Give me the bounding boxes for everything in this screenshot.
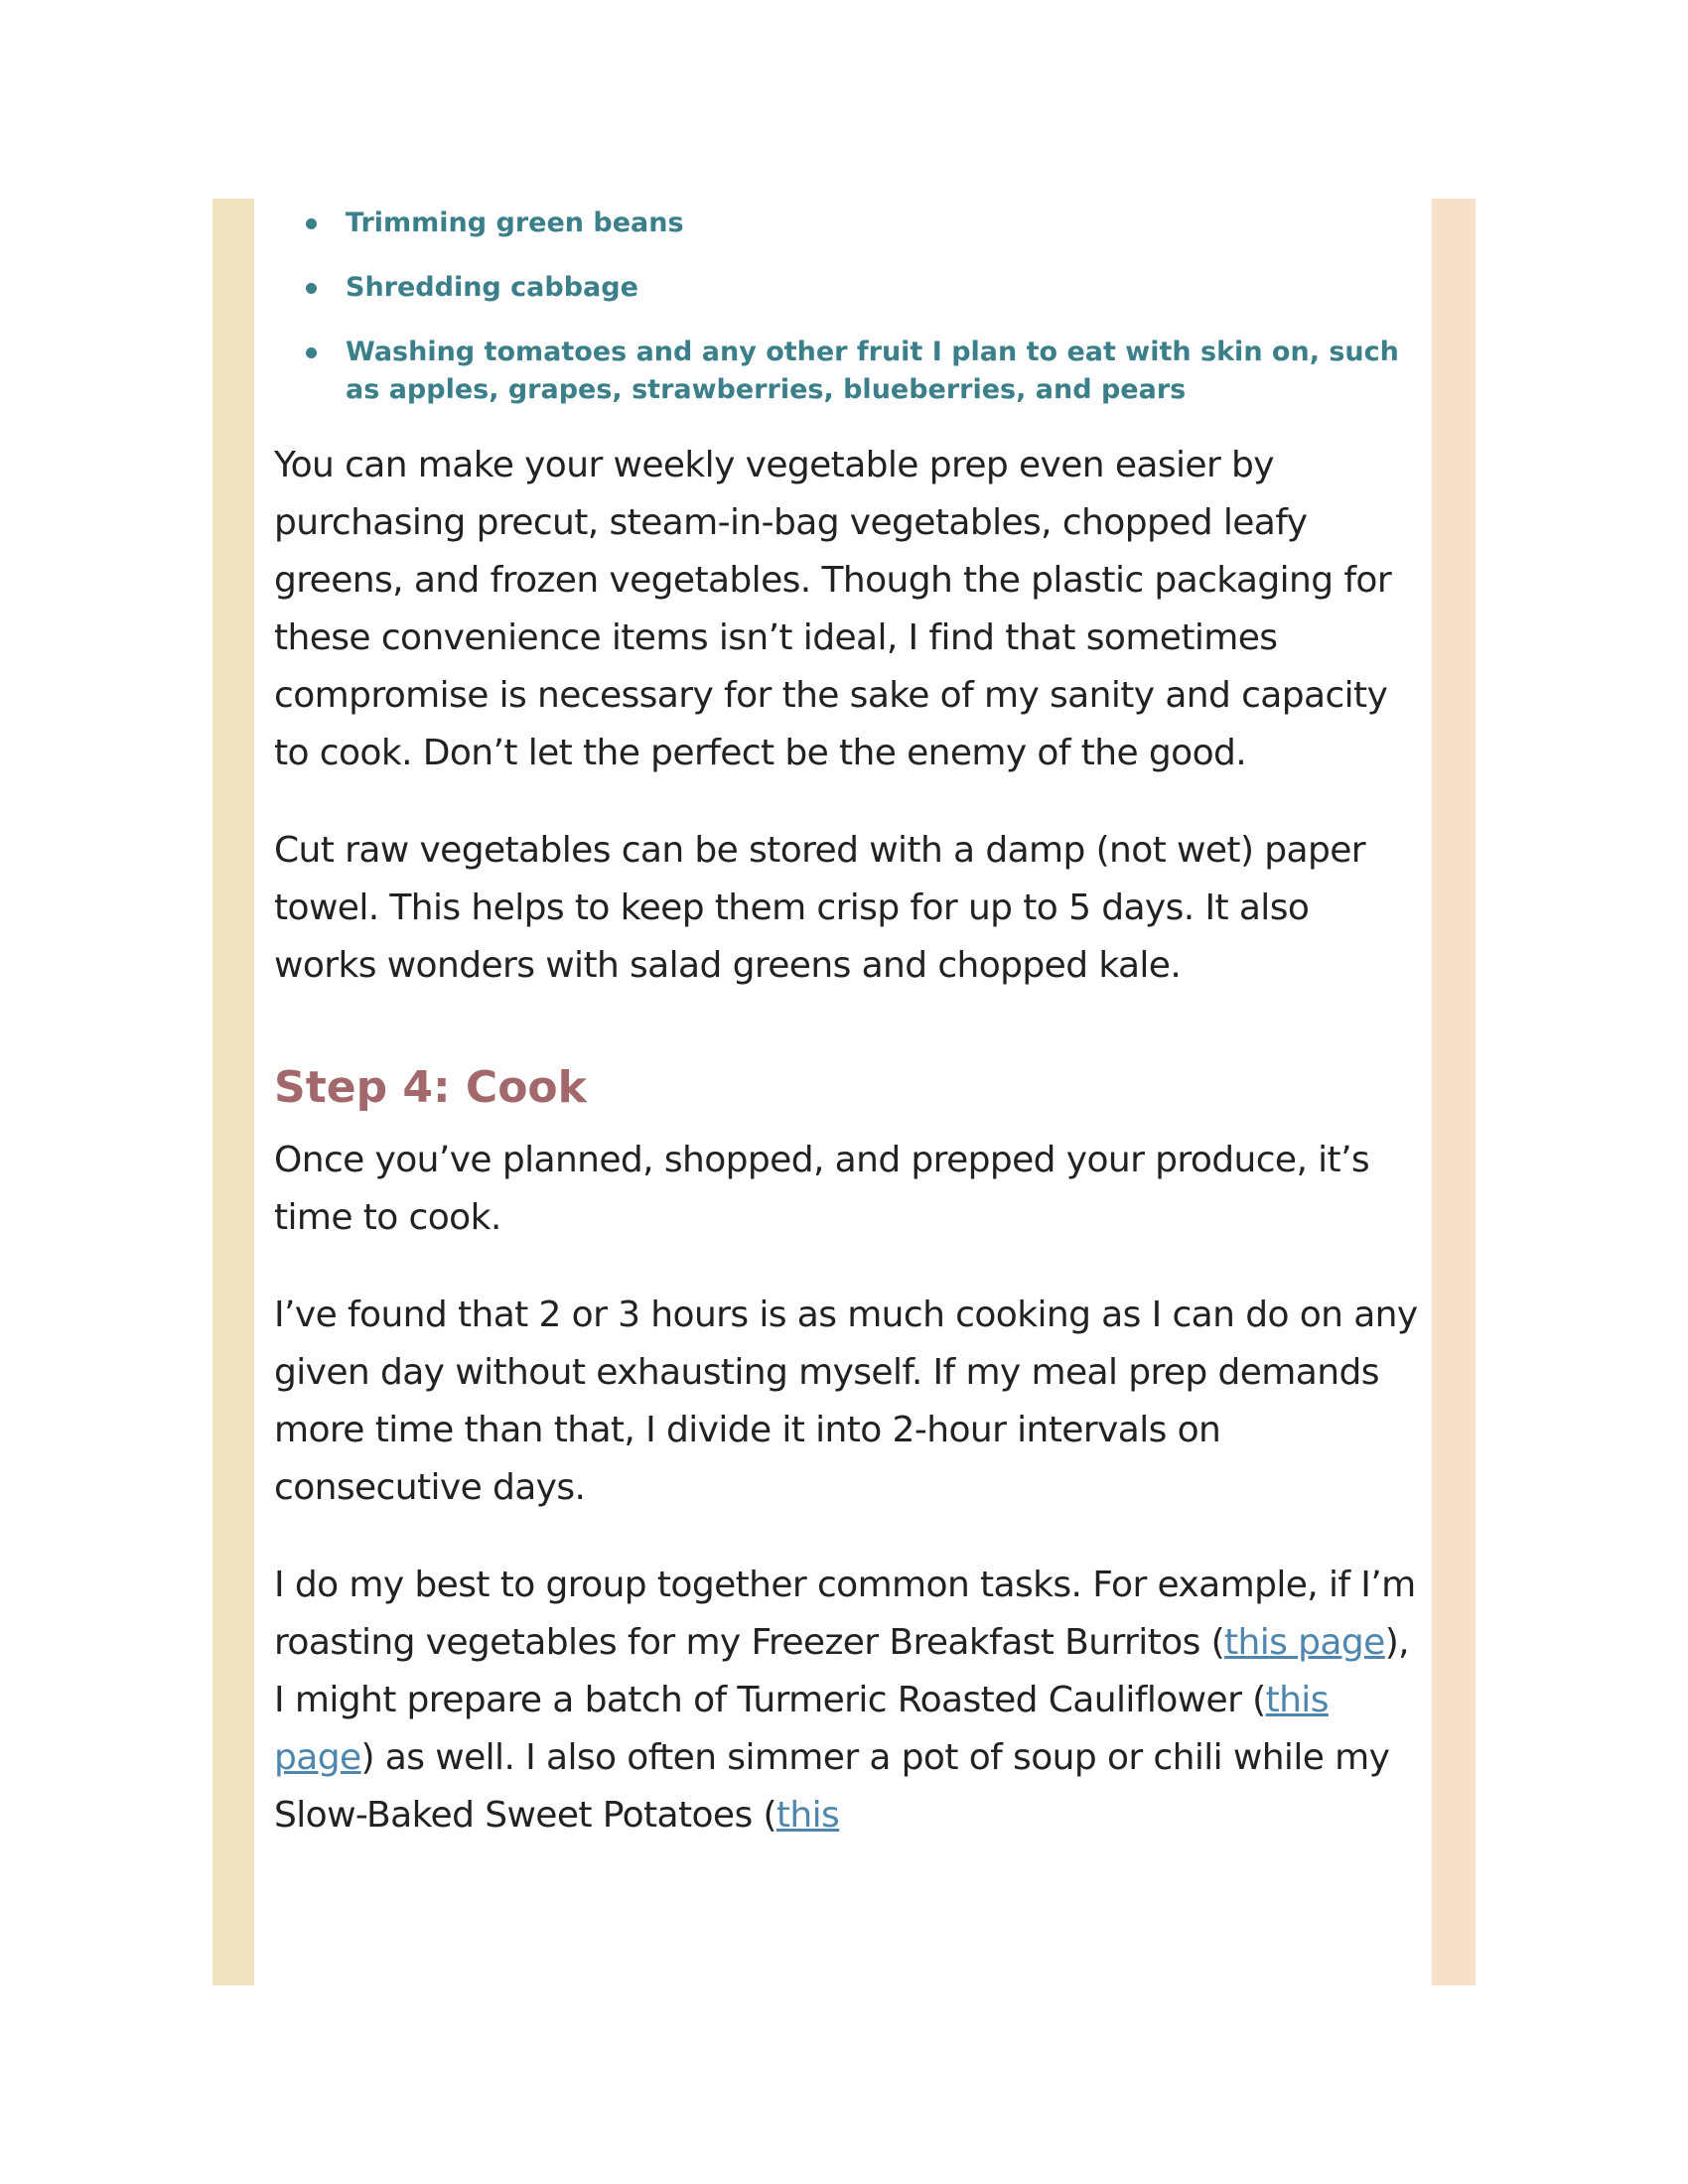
paragraph-convenience-items: You can make your weekly vegetable prep even easier by purchasing precut, steam-in-bag vegetables, chopped leafy greens, and frozen vegetables. Though the plastic packaging for these convenience items isn’t ideal, I find that sometimes compromise is necessary for the sake of my sanity and capacity to cook. Don’t let the perfect be the enemy of the good. (274, 445, 1392, 773)
list-item (306, 334, 1420, 409)
list-item-text: Trimming green beans (346, 207, 684, 238)
bullet-dot-icon (306, 347, 317, 358)
paragraph-group-tasks (274, 1557, 1420, 1844)
prep-task-list (306, 205, 1420, 409)
paragraph-text-segment: ) as well. I also often simmer a pot of soup or chili while my Slow-Baked Sweet Potatoes ( (274, 1737, 1390, 1836)
paragraph-text-segment: ), I might prepare a batch of Turmeric Roasted Cauliflower ( (274, 1622, 1409, 1720)
list-item (306, 269, 1420, 307)
list-item-text: Washing tomatoes and any other fruit I plan to eat with skin on, such as apples, grapes, strawberries, blueberries, and pears (346, 337, 1399, 405)
paragraph-cooking-hours: I’ve found that 2 or 3 hours is as much cooking as I can do on any given day without exhausting myself. If my meal prep demands more time than that, I divide it into 2-hour intervals on consecutive days. (274, 1295, 1418, 1508)
paragraph-storage-tip: Cut raw vegetables can be stored with a damp (not wet) paper towel. This helps to keep them crisp for up to 5 days. It also works wonders with salad greens and chopped kale. (274, 830, 1365, 986)
page-content (274, 205, 1420, 1884)
cauliflower-page-link[interactable]: this page (274, 1680, 1329, 1778)
list-item (306, 205, 1420, 242)
list-item-text: Shredding cabbage (346, 272, 638, 303)
burritos-page-link[interactable]: this page (1224, 1622, 1385, 1663)
right-decorative-bar (1432, 199, 1476, 1985)
left-decorative-bar (212, 199, 254, 1985)
sweet-potatoes-page-link[interactable]: this (775, 1795, 840, 1836)
paragraph-text-segment: I do my best to group together common tasks. For example, if I’m roasting vegetables for my Freezer Breakfast Burritos ( (274, 1565, 1416, 1663)
section-heading-step-4: Step 4: Cook (274, 1062, 587, 1113)
bullet-dot-icon (306, 283, 317, 294)
bullet-dot-icon (306, 218, 317, 229)
paragraph-time-to-cook: Once you’ve planned, shopped, and prepped your produce, it’s time to cook. (274, 1140, 1370, 1238)
